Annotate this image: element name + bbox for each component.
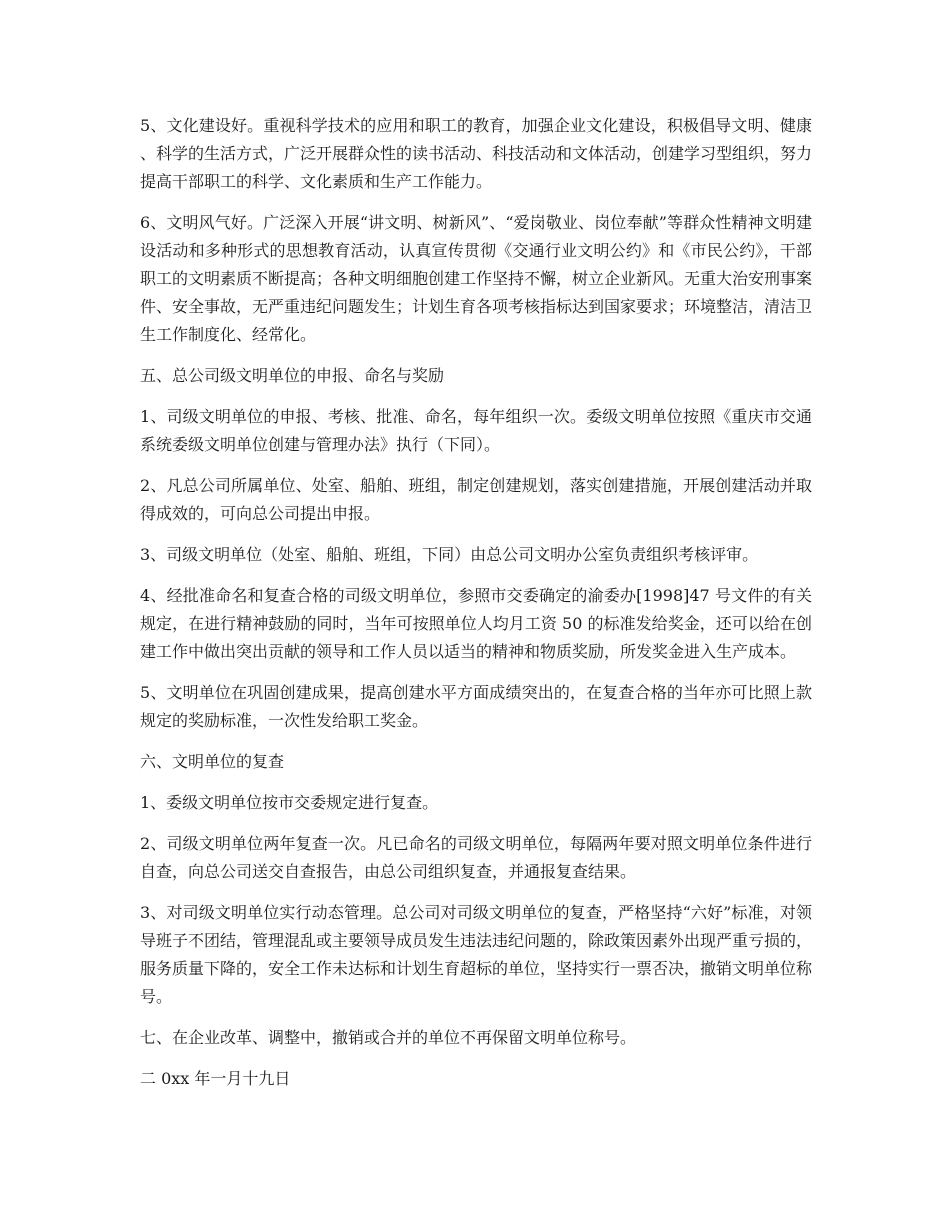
document-body (140, 112, 812, 1106)
paragraph-culture-construction: 5、文化建设好。重视科学技术的应用和职工的教育，加强企业文化建设，积极倡导文明、健康、科学的生活方式，广泛开展群众性的读书活动、科技活动和文体活动，创建学习型组织，努力提高干部职工的科学、文化素质和生产工作能力。 (140, 116, 813, 191)
section-heading-review: 六、文明单位的复查 (140, 752, 285, 771)
paragraph-application-eligibility: 2、凡总公司所属单位、处室、船舶、班组，制定创建规划，落实创建措施，开展创建活动并取得成效的，可向总公司提出申报。 (140, 476, 812, 523)
paragraph-assessment-office: 3、司级文明单位（处室、船舶、班组，下同）由总公司文明办公室负责组织考核评审。 (140, 545, 759, 564)
paragraph-annual-evaluation: 1、司级文明单位的申报、考核、批准、命名，每年组织一次。委级文明单位按照《重庆市交通系统委级文明单位创建与管理办法》执行（下同）。 (140, 407, 812, 454)
paragraph-dynamic-management: 3、对司级文明单位实行动态管理。总公司对司级文明单位的复查，严格坚持“六好”标准，对领导班子不团结，管理混乱或主要领导成员发生违法违纪问题的，除政策因素外出现严重亏损的，服务质量下降的，安全工作未达标和计划生育超标的单位，坚持实行一票否决，撤销文明单位称号。 (140, 903, 813, 1006)
paragraph-civilized-atmosphere: 6、文明风气好。广泛深入开展“讲文明、树新风”、“爱岗敬业、岗位奉献”等群众性精神文明建设活动和多种形式的思想教育活动，认真宣传贯彻《交通行业文明公约》和《市民公约》，干部职工的文明素质不断提高；各种文明细胞创建工作坚持不懈，树立企业新风。无重大治安刑事案件、安全事故，无严重违纪问题发生；计划生育各项考核指标达到国家要求；环境整洁，清洁卫生工作制度化、经常化。 (140, 213, 813, 344)
paragraph-biennial-review: 2、司级文明单位两年复查一次。凡已命名的司级文明单位，每隔两年要对照文明单位条件进行自查，向总公司送交自查报告，由总公司组织复查，并通报复查结果。 (140, 834, 812, 881)
section-heading-application-naming-reward: 五、总公司级文明单位的申报、命名与奖励 (140, 366, 445, 385)
document-date: 二 0xx 年一月十九日 (140, 1069, 291, 1088)
paragraph-reform-revocation: 七、在企业改革、调整中，撤销或合并的单位不再保留文明单位称号。 (140, 1028, 637, 1047)
paragraph-committee-review: 1、委级文明单位按市交委规定进行复查。 (140, 793, 439, 812)
paragraph-bonus-rules: 4、经批准命名和复查合格的司级文明单位，参照市交委确定的渝委办[1998]47 号文件的有关规定，在进行精神鼓励的同时，当年可按照单位人均月工资 50 的标准发给奖金，还可以给在创建工作中做出突出贡献的领导和工作人员以适当的精神和物质奖励，所发奖金进入生产成本。 (140, 586, 812, 661)
paragraph-outstanding-achievement: 5、文明单位在巩固创建成果，提高创建水平方面成绩突出的，在复查合格的当年亦可比照上款规定的奖励标准，一次性发给职工奖金。 (140, 683, 812, 730)
